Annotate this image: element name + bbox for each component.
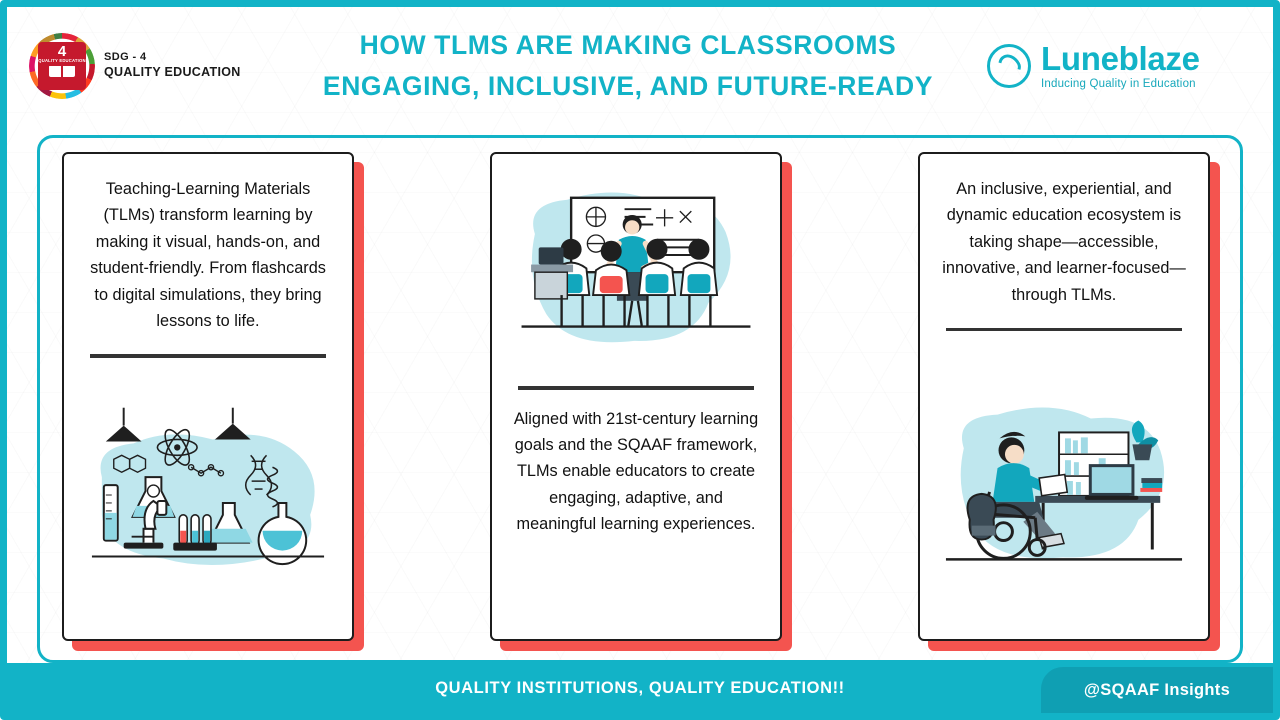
brand-tagline: Inducing Quality in Education bbox=[1041, 78, 1196, 90]
card-1-body bbox=[62, 152, 354, 641]
sdg-label-line1: SDG - 4 bbox=[104, 51, 147, 64]
footer-bar bbox=[7, 663, 1273, 713]
sdg-badge-caption: QUALITY EDUCATION bbox=[38, 58, 86, 63]
card-2 bbox=[490, 152, 790, 648]
classroom-teacher-illustration bbox=[512, 176, 760, 376]
sdg-badge-block bbox=[29, 33, 269, 99]
card-1-text: Teaching-Learning Materials (TLMs) transform learning by making it visual, hands-on, and student-friendly. From flashcards to digital simulations, they bring lessons to life. bbox=[90, 180, 326, 330]
header bbox=[7, 7, 1273, 125]
social-handle-text: @SQAAF Insights bbox=[1083, 680, 1231, 699]
card-3 bbox=[918, 152, 1218, 648]
wheelchair-learner-desk-illustration bbox=[940, 351, 1188, 617]
science-lab-illustration bbox=[84, 378, 332, 617]
sdg-number: 4 bbox=[57, 43, 67, 60]
card-1 bbox=[62, 152, 362, 648]
card-2-divider bbox=[518, 386, 754, 390]
title-line-2: ENGAGING, INCLUSIVE, AND FUTURE-READY bbox=[322, 71, 934, 101]
cards-panel bbox=[37, 135, 1243, 663]
sdg-label bbox=[104, 51, 241, 80]
card-3-body bbox=[918, 152, 1210, 641]
card-2-body bbox=[490, 152, 782, 641]
card-3-divider bbox=[946, 328, 1182, 332]
book-icon bbox=[49, 65, 75, 77]
page-title bbox=[269, 25, 987, 107]
brand-name: Luneblaze bbox=[1041, 40, 1200, 77]
social-handle bbox=[1041, 667, 1273, 713]
luneblaze-logo-icon bbox=[987, 44, 1031, 88]
card-1-divider bbox=[90, 354, 326, 358]
footer-tagline: QUALITY INSTITUTIONS, QUALITY EDUCATION!! bbox=[435, 678, 845, 697]
sdg-label-line2: QUALITY EDUCATION bbox=[104, 65, 241, 80]
brand-logo bbox=[987, 42, 1255, 90]
sdg-goal-icon bbox=[29, 33, 95, 99]
card-3-text: An inclusive, experiential, and dynamic education ecosystem is taking shape—accessible, innovative, and learner-focused—through TLMs. bbox=[942, 180, 1186, 304]
card-2-text: Aligned with 21st-century learning goals and the SQAAF framework, TLMs enable educators to create engaging, adaptive, and meaningful learning experiences. bbox=[513, 409, 759, 534]
title-line-1: HOW TLMS ARE MAKING CLASSROOMS bbox=[359, 29, 897, 60]
